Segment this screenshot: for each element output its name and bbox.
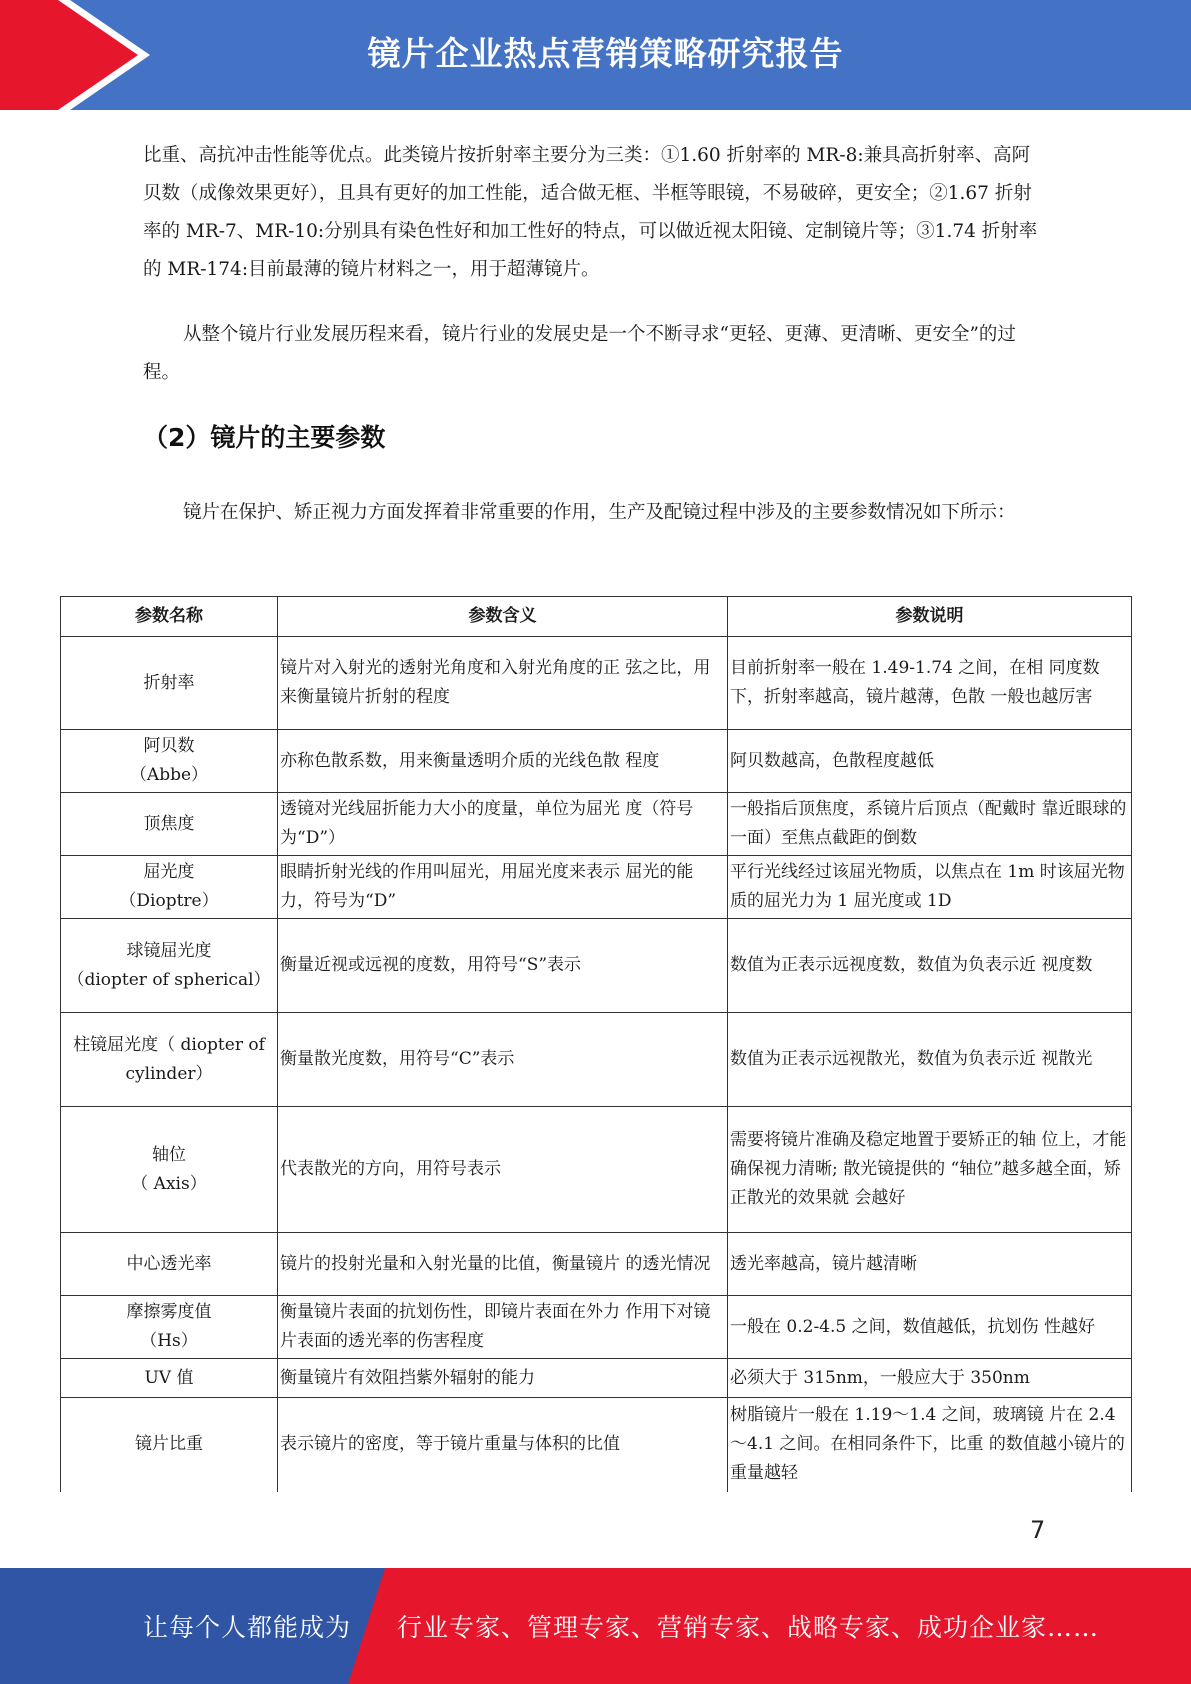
param-name-cell [61,1233,278,1296]
param-description: 一般在 0.2-4.5 之间，数值越低，抗划伤 性越好 [728,1296,1132,1359]
table-row [61,1296,1132,1359]
param-description: 透光率越高，镜片越清晰 [728,1233,1132,1296]
param-name-en: （Hs） [140,1331,198,1351]
param-name: 球镜屈光度 [126,940,212,961]
table-row [61,919,1132,1013]
param-name: 顶焦度 [143,813,195,834]
table-header-row [61,597,1132,637]
param-description: 需要将镜片准确及稳定地置于要矫正的轴 位上，才能确保视力清晰; 散光镜提供的 “轴位”越多越全面，矫正散光的效果就 会越好 [728,1107,1132,1233]
column-header-name: 参数名称 [61,597,278,637]
param-meaning: 衡量近视或远视的度数，用符号“S”表示 [278,919,728,1013]
param-name-cell [61,856,278,919]
paragraph-table-intro: 镜片在保护、矫正视力方面发挥着非常重要的作用，生产及配镜过程中涉及的主要参数情况如下所示： [183,502,1016,523]
param-name: 折射率 [143,672,195,693]
param-name: 摩擦雾度值 [126,1302,212,1322]
paragraph-history: 从整个镜片行业发展历程来看，镜片行业的发展史是一个不断寻求“更轻、更薄、更清晰、更安全”的过程。 [143,324,1016,383]
param-name: 屈光度 [143,862,195,882]
lens-parameters-table [60,596,1132,1492]
param-description: 数值为正表示远视散光，数值为负表示近 视散光 [728,1013,1132,1107]
param-description: 阿贝数越高，色散程度越低 [728,730,1132,793]
param-name: 柱镜屈光度（ diopter of [73,1034,265,1055]
param-name: 中心透光率 [126,1253,212,1274]
param-meaning: 表示镜片的密度，等于镜片重量与体积的比值 [278,1398,728,1492]
report-title: 镜片企业热点营销策略研究报告 [367,34,844,73]
param-description: 必须大于 315nm，一般应大于 350nm [728,1359,1132,1398]
param-name-en: （diopter of spherical） [67,969,271,990]
param-name-cell [61,1107,278,1233]
param-name-cell [61,1359,278,1398]
param-meaning: 衡量散光度数，用符号“C”表示 [278,1013,728,1107]
param-name: UV 值 [144,1367,194,1388]
section-heading: （2）镜片的主要参数 [143,423,386,452]
footer-banner [0,1568,1191,1684]
param-name-en: cylinder） [125,1063,213,1084]
param-meaning: 镜片的投射光量和入射光量的比值，衡量镜片 的透光情况 [278,1233,728,1296]
paragraph-materials: 比重、高抗冲击性能等优点。此类镜片按折射率主要分为三类：①1.60 折射率的 MR-8:兼具高折射率、高阿贝数（成像效果更好），且具有更好的加工性能，适合做无框、半框等眼镜，不易破碎，更安全；②1.67 折射率的 MR-7、MR-10:分别具有染色性好和加工性好的特点，可以做近视太阳镜、定制镜片等；③1.74 折射率的 MR-174:目前最薄的镜片材料之一，用于超薄镜片。 [143,145,1038,280]
param-name-cell [61,637,278,730]
param-meaning: 镜片对入射光的透射光角度和入射光角度的正 弦之比，用来衡量镜片折射的程度 [278,637,728,730]
header-banner [0,0,1191,110]
param-name: 轴位 [152,1144,186,1165]
param-name-en: （ Axis） [131,1173,207,1194]
param-description: 一般指后顶焦度，系镜片后顶点（配戴时 靠近眼球的一面）至焦点截距的倒数 [728,793,1132,856]
table-row [61,1233,1132,1296]
table-row [61,793,1132,856]
param-meaning: 代表散光的方向，用符号表示 [278,1107,728,1233]
param-name-en: （Abbe） [129,765,209,785]
table-row [61,856,1132,919]
column-header-description: 参数说明 [728,597,1132,637]
column-header-meaning: 参数含义 [278,597,728,637]
param-name-cell [61,1296,278,1359]
param-meaning: 衡量镜片表面的抗划伤性，即镜片表面在外力 作用下对镜片表面的透光率的伤害程度 [278,1296,728,1359]
param-name-en: （Dioptre） [119,891,219,911]
table-row [61,637,1132,730]
table-row [61,730,1132,793]
param-name-cell [61,1013,278,1107]
param-description: 平行光线经过该屈光物质，以焦点在 1m 时该屈光物质的屈光力为 1 屈光度或 1D [728,856,1132,919]
param-meaning: 眼睛折射光线的作用叫屈光，用屈光度来表示 屈光的能力，符号为“D” [278,856,728,919]
param-description: 数值为正表示远视度数，数值为负表示近 视度数 [728,919,1132,1013]
table-row [61,1013,1132,1107]
param-description: 树脂镜片一般在 1.19～1.4 之间，玻璃镜 片在 2.4～4.1 之间。在相同条件下，比重 的数值越小镜片的重量越轻 [728,1398,1132,1492]
param-name-cell [61,730,278,793]
param-description: 目前折射率一般在 1.49-1.74 之间，在相 同度数下，折射率越高，镜片越薄，色散 一般也越厉害 [728,637,1132,730]
table-row [61,1398,1132,1492]
page-number: 7 [1030,1516,1046,1544]
param-name-cell [61,1398,278,1492]
param-name-cell [61,919,278,1013]
param-name: 镜片比重 [135,1434,203,1455]
footer-slogan-left: 让每个人都能成为 [143,1613,352,1642]
table-row [61,1107,1132,1233]
param-name: 阿贝数 [143,736,195,756]
param-meaning: 衡量镜片有效阻挡紫外辐射的能力 [278,1359,728,1398]
param-name-cell [61,793,278,856]
footer-slogan-right: 行业专家、管理专家、营销专家、战略专家、成功企业家…… [397,1613,1100,1642]
table-row [61,1359,1132,1398]
param-meaning: 亦称色散系数，用来衡量透明介质的光线色散 程度 [278,730,728,793]
param-meaning: 透镜对光线屈折能力大小的度量，单位为屈光 度（符号为“D”） [278,793,728,856]
